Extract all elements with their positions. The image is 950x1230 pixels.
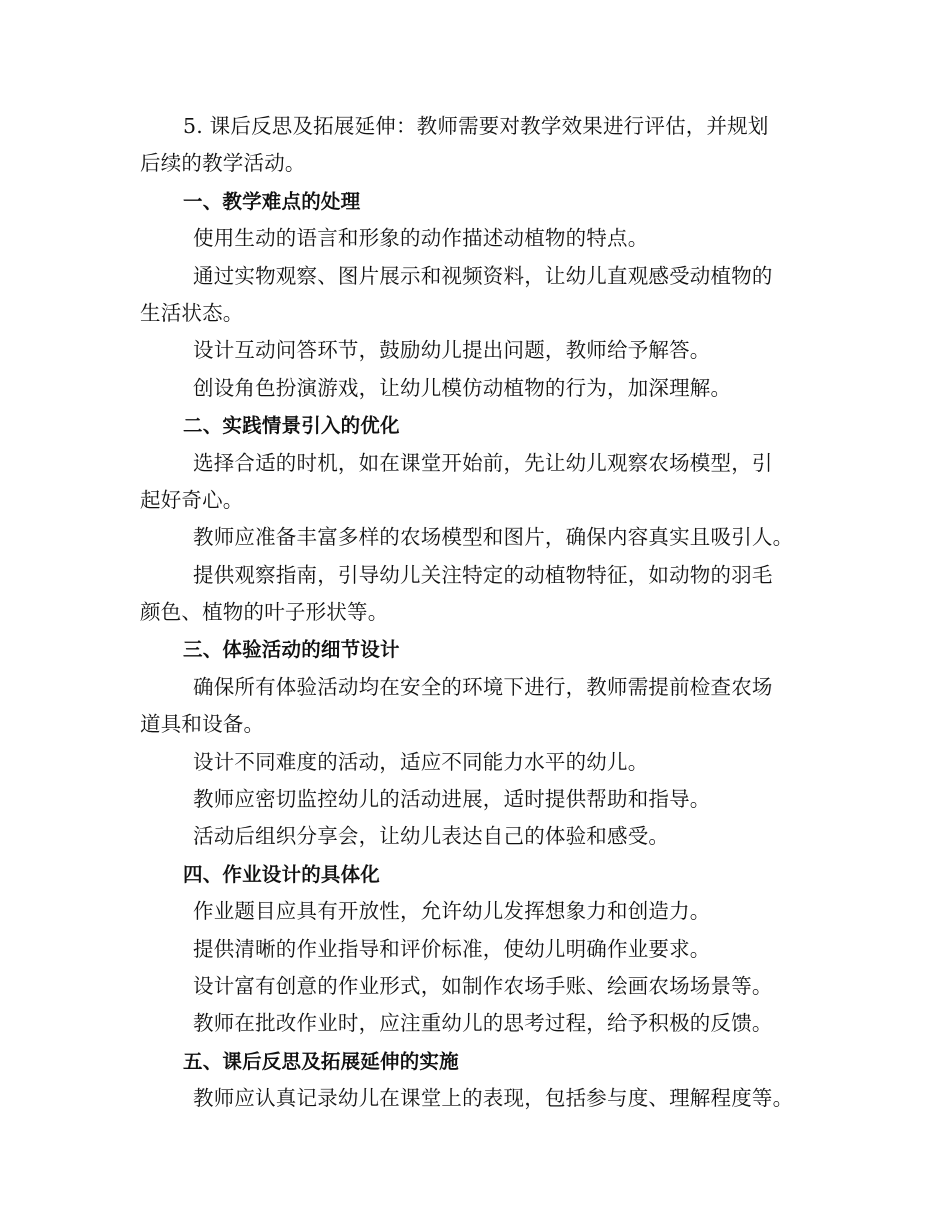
- paragraph: 设计互动问答环节，鼓励幼儿提出问题，教师给予解答。: [193, 338, 711, 363]
- paragraph: 通过实物观察、图片展示和视频资料，让幼儿直观感受动植物的: [193, 263, 773, 288]
- paragraph-continuation: 起好奇心。: [140, 487, 244, 512]
- paragraph: 教师应密切监控幼儿的活动进展，适时提供帮助和指导。: [193, 787, 711, 812]
- paragraph: 教师应准备丰富多样的农场模型和图片，确保内容真实且吸引人。: [193, 525, 794, 550]
- paragraph: 设计不同难度的活动，适应不同能力水平的幼儿。: [193, 749, 649, 774]
- paragraph: 提供清晰的作业指导和评价标准，使幼儿明确作业要求。: [193, 936, 711, 961]
- paragraph-continuation: 后续的教学活动。: [140, 151, 306, 176]
- section-heading-2: 二、实践情景引入的优化: [183, 414, 400, 438]
- section-heading-1: 一、教学难点的处理: [183, 189, 361, 213]
- paragraph: 使用生动的语言和形象的动作描述动植物的特点。: [193, 226, 649, 251]
- numbered-paragraph: 5. 课后反思及拓展延伸：教师需要对教学效果进行评估，并规划: [183, 114, 769, 138]
- paragraph: 教师在批改作业时，应注重幼儿的思考过程，给予积极的反馈。: [193, 1011, 773, 1036]
- paragraph-continuation: 生活状态。: [140, 300, 244, 325]
- paragraph-continuation: 道具和设备。: [140, 712, 265, 737]
- section-heading-3: 三、体验活动的细节设计: [183, 638, 400, 662]
- section-heading-4: 四、作业设计的具体化: [183, 862, 381, 886]
- document-body: [140, 108, 820, 1118]
- paragraph: 活动后组织分享会，让幼儿表达自己的体验和感受。: [193, 824, 670, 849]
- paragraph: 设计富有创意的作业形式，如制作农场手账、绘画农场场景等。: [193, 973, 773, 998]
- paragraph: 教师应认真记录幼儿在课堂上的表现，包括参与度、理解程度等。: [193, 1086, 794, 1111]
- paragraph: 作业题目应具有开放性，允许幼儿发挥想象力和创造力。: [193, 899, 711, 924]
- paragraph-continuation: 颜色、植物的叶子形状等。: [140, 600, 389, 625]
- section-heading-5: 五、课后反思及拓展延伸的实施: [183, 1049, 459, 1073]
- paragraph: 创设角色扮演游戏，让幼儿模仿动植物的行为，加深理解。: [193, 375, 732, 400]
- paragraph: 选择合适的时机，如在课堂开始前，先让幼儿观察农场模型，引: [193, 450, 773, 475]
- paragraph: 提供观察指南，引导幼儿关注特定的动植物特征，如动物的羽毛: [193, 562, 773, 587]
- paragraph: 确保所有体验活动均在安全的环境下进行，教师需提前检查农场: [193, 674, 773, 699]
